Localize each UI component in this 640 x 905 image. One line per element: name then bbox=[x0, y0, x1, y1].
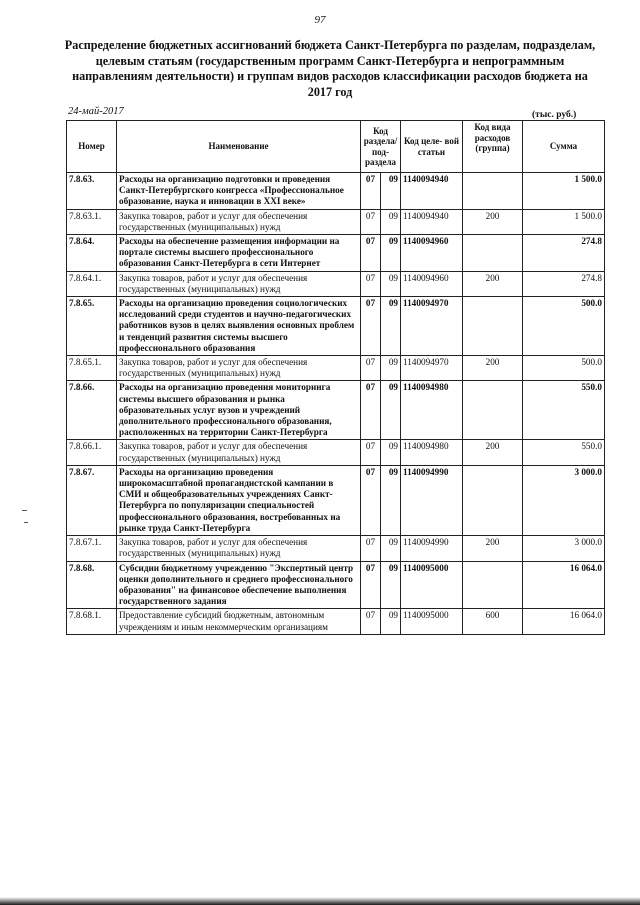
row-expense-type: 200 bbox=[463, 271, 523, 296]
row-section: 07 bbox=[361, 173, 381, 210]
table-row bbox=[67, 609, 605, 634]
row-subsection: 09 bbox=[381, 235, 401, 272]
table-header-row bbox=[67, 121, 605, 173]
row-subsection: 09 bbox=[381, 297, 401, 356]
row-expense-type bbox=[463, 173, 523, 210]
row-expense-type bbox=[463, 465, 523, 535]
scan-bottom-edge bbox=[0, 897, 640, 905]
row-expense-type: 600 bbox=[463, 609, 523, 634]
row-section: 07 bbox=[361, 356, 381, 381]
scan-speck bbox=[24, 522, 28, 523]
row-article: 1140094940 bbox=[401, 209, 463, 234]
row-section: 07 bbox=[361, 440, 381, 465]
row-number: 7.8.64.1. bbox=[67, 271, 117, 296]
row-section: 07 bbox=[361, 209, 381, 234]
row-number: 7.8.67.1. bbox=[67, 536, 117, 561]
row-sum: 274.8 bbox=[523, 271, 605, 296]
row-sum: 3 000.0 bbox=[523, 536, 605, 561]
row-expense-type bbox=[463, 297, 523, 356]
row-name: Закупка товаров, работ и услуг для обеспечения государственных (муниципальных) нужд bbox=[117, 271, 361, 296]
row-section: 07 bbox=[361, 561, 381, 609]
header-expense-type: Код вида расходов (группа) bbox=[463, 121, 523, 173]
table-row bbox=[67, 381, 605, 440]
row-article: 1140094940 bbox=[401, 173, 463, 210]
row-section: 07 bbox=[361, 381, 381, 440]
table-body bbox=[67, 173, 605, 635]
row-section: 07 bbox=[361, 609, 381, 634]
header-article: Код целе- вой статьи bbox=[401, 121, 463, 173]
header-number: Номер bbox=[67, 121, 117, 173]
row-number: 7.8.64. bbox=[67, 235, 117, 272]
row-name: Расходы на организацию подготовки и проведения Санкт-Петербургского конгресса «Профессиональное образование, наука и инновации в XXI веке» bbox=[117, 173, 361, 210]
row-article: 1140094960 bbox=[401, 235, 463, 272]
row-sum: 274.8 bbox=[523, 235, 605, 272]
row-article: 1140094990 bbox=[401, 465, 463, 535]
row-name: Закупка товаров, работ и услуг для обеспечения государственных (муниципальных) нужд bbox=[117, 209, 361, 234]
row-name: Расходы на обеспечение размещения информации на портале системы высшего профессионального образования Санкт-Петербурга в сети Интернет bbox=[117, 235, 361, 272]
row-article: 1140094960 bbox=[401, 271, 463, 296]
row-sum: 3 000.0 bbox=[523, 465, 605, 535]
row-number: 7.8.66.1. bbox=[67, 440, 117, 465]
row-section: 07 bbox=[361, 465, 381, 535]
page-number: 97 bbox=[314, 14, 326, 26]
row-article: 1140094970 bbox=[401, 356, 463, 381]
table-row bbox=[67, 297, 605, 356]
row-name: Закупка товаров, работ и услуг для обеспечения государственных (муниципальных) нужд bbox=[117, 356, 361, 381]
header-section: Код раздела/ под- раздела bbox=[361, 121, 401, 173]
row-article: 1140094970 bbox=[401, 297, 463, 356]
row-sum: 500.0 bbox=[523, 297, 605, 356]
document-date: 24-май-2017 bbox=[68, 106, 124, 117]
row-subsection: 09 bbox=[381, 381, 401, 440]
units-label: (тыс. руб.) bbox=[532, 110, 577, 120]
row-article: 1140094980 bbox=[401, 381, 463, 440]
budget-table bbox=[66, 120, 605, 635]
row-expense-type: 200 bbox=[463, 356, 523, 381]
row-article: 1140094990 bbox=[401, 536, 463, 561]
row-section: 07 bbox=[361, 271, 381, 296]
row-subsection: 09 bbox=[381, 356, 401, 381]
table-row bbox=[67, 465, 605, 535]
row-subsection: 09 bbox=[381, 465, 401, 535]
row-expense-type: 200 bbox=[463, 209, 523, 234]
row-expense-type bbox=[463, 561, 523, 609]
row-name: Субсидии бюджетному учреждению "Экспертный центр оценки дополнительного и среднего профессионального образования" на финансовое обеспечение выполнения государственного задания bbox=[117, 561, 361, 609]
row-name: Расходы на организацию проведения широкомасштабной пропагандистской кампании в СМИ и общеобразовательных учреждениях Санкт-Петербурга по популяризации специальностей профессионального образования, востребованных на рынке труда Санкт-Петербурга bbox=[117, 465, 361, 535]
row-name: Предоставление субсидий бюджетным, автономным учреждениям и иным некоммерческим организациям bbox=[117, 609, 361, 634]
row-number: 7.8.68.1. bbox=[67, 609, 117, 634]
row-expense-type: 200 bbox=[463, 440, 523, 465]
row-subsection: 09 bbox=[381, 536, 401, 561]
table-row bbox=[67, 209, 605, 234]
row-number: 7.8.68. bbox=[67, 561, 117, 609]
row-subsection: 09 bbox=[381, 209, 401, 234]
row-number: 7.8.63. bbox=[67, 173, 117, 210]
row-sum: 500.0 bbox=[523, 356, 605, 381]
row-expense-type: 200 bbox=[463, 536, 523, 561]
row-name: Закупка товаров, работ и услуг для обеспечения государственных (муниципальных) нужд bbox=[117, 440, 361, 465]
row-article: 1140094980 bbox=[401, 440, 463, 465]
row-sum: 1 500.0 bbox=[523, 209, 605, 234]
row-number: 7.8.65. bbox=[67, 297, 117, 356]
row-sum: 550.0 bbox=[523, 381, 605, 440]
table-row bbox=[67, 235, 605, 272]
row-sum: 1 500.0 bbox=[523, 173, 605, 210]
row-section: 07 bbox=[361, 297, 381, 356]
row-subsection: 09 bbox=[381, 271, 401, 296]
row-name: Закупка товаров, работ и услуг для обеспечения государственных (муниципальных) нужд bbox=[117, 536, 361, 561]
row-expense-type bbox=[463, 235, 523, 272]
header-name: Наименование bbox=[117, 121, 361, 173]
table-row bbox=[67, 356, 605, 381]
table-row bbox=[67, 173, 605, 210]
row-subsection: 09 bbox=[381, 561, 401, 609]
row-subsection: 09 bbox=[381, 173, 401, 210]
row-section: 07 bbox=[361, 235, 381, 272]
row-sum: 550.0 bbox=[523, 440, 605, 465]
row-number: 7.8.63.1. bbox=[67, 209, 117, 234]
row-sum: 16 064.0 bbox=[523, 609, 605, 634]
row-number: 7.8.67. bbox=[67, 465, 117, 535]
table-row bbox=[67, 536, 605, 561]
row-section: 07 bbox=[361, 536, 381, 561]
row-expense-type bbox=[463, 381, 523, 440]
header-sum: Сумма bbox=[523, 121, 605, 173]
row-number: 7.8.66. bbox=[67, 381, 117, 440]
row-number: 7.8.65.1. bbox=[67, 356, 117, 381]
row-name: Расходы на организацию проведения социологических исследований среди студентов и научно-педагогических работников вузов в целях выявления основных проблем и тенденций развития системы высшего профессионального образования bbox=[117, 297, 361, 356]
table-row bbox=[67, 440, 605, 465]
row-subsection: 09 bbox=[381, 609, 401, 634]
document-title: Распределение бюджетных ассигнований бюджета Санкт-Петербурга по разделам, подразделам, целевым статьям (государственным программ Санкт-Петербурга и непрограммным направлениям деятельности) и группам видов расходов классификации расходов бюджета на 2017 год bbox=[64, 38, 596, 99]
row-subsection: 09 bbox=[381, 440, 401, 465]
row-article: 1140095000 bbox=[401, 609, 463, 634]
table-row bbox=[67, 271, 605, 296]
row-article: 1140095000 bbox=[401, 561, 463, 609]
row-sum: 16 064.0 bbox=[523, 561, 605, 609]
scan-speck bbox=[22, 510, 27, 511]
row-name: Расходы на организацию проведения мониторинга системы высшего образования и рынка образовательных услуг вузов и учреждений дополнительного профессионального образования, расположенных на территории Санкт-Петербурга bbox=[117, 381, 361, 440]
table-row bbox=[67, 561, 605, 609]
